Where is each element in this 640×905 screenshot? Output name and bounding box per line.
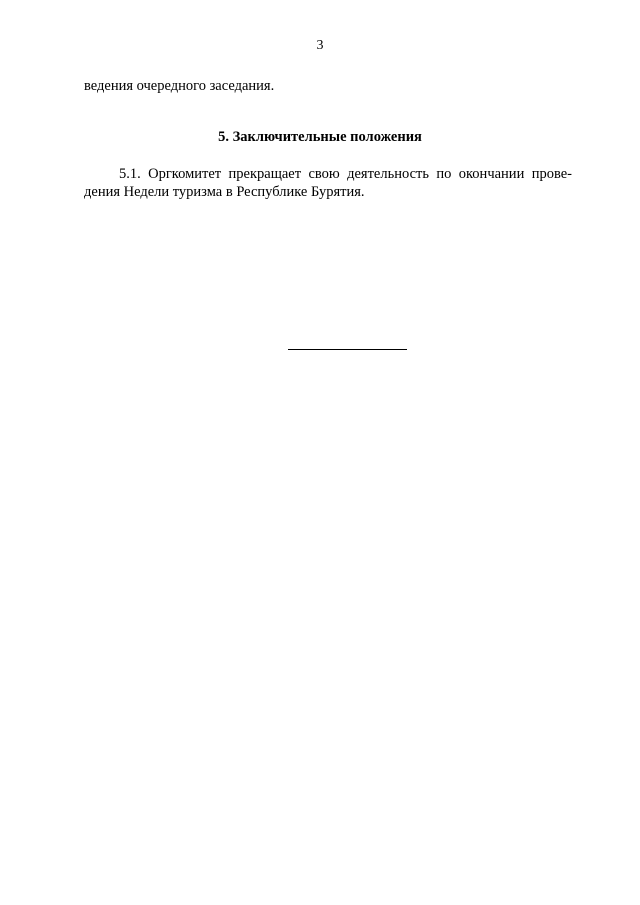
closing-rule	[288, 349, 407, 350]
paragraph-line-1: 5.1. Оргкомитет прекращает свою деятельность по окончании прове-	[119, 166, 572, 182]
section-paragraph	[84, 165, 572, 201]
continuation-text: ведения очередного заседания.	[84, 78, 275, 94]
paragraph-line-2: дения Недели туризма в Республике Бурятия.	[84, 184, 365, 200]
page-number: 3	[316, 38, 324, 53]
section-heading: 5. Заключительные положения	[218, 129, 422, 145]
